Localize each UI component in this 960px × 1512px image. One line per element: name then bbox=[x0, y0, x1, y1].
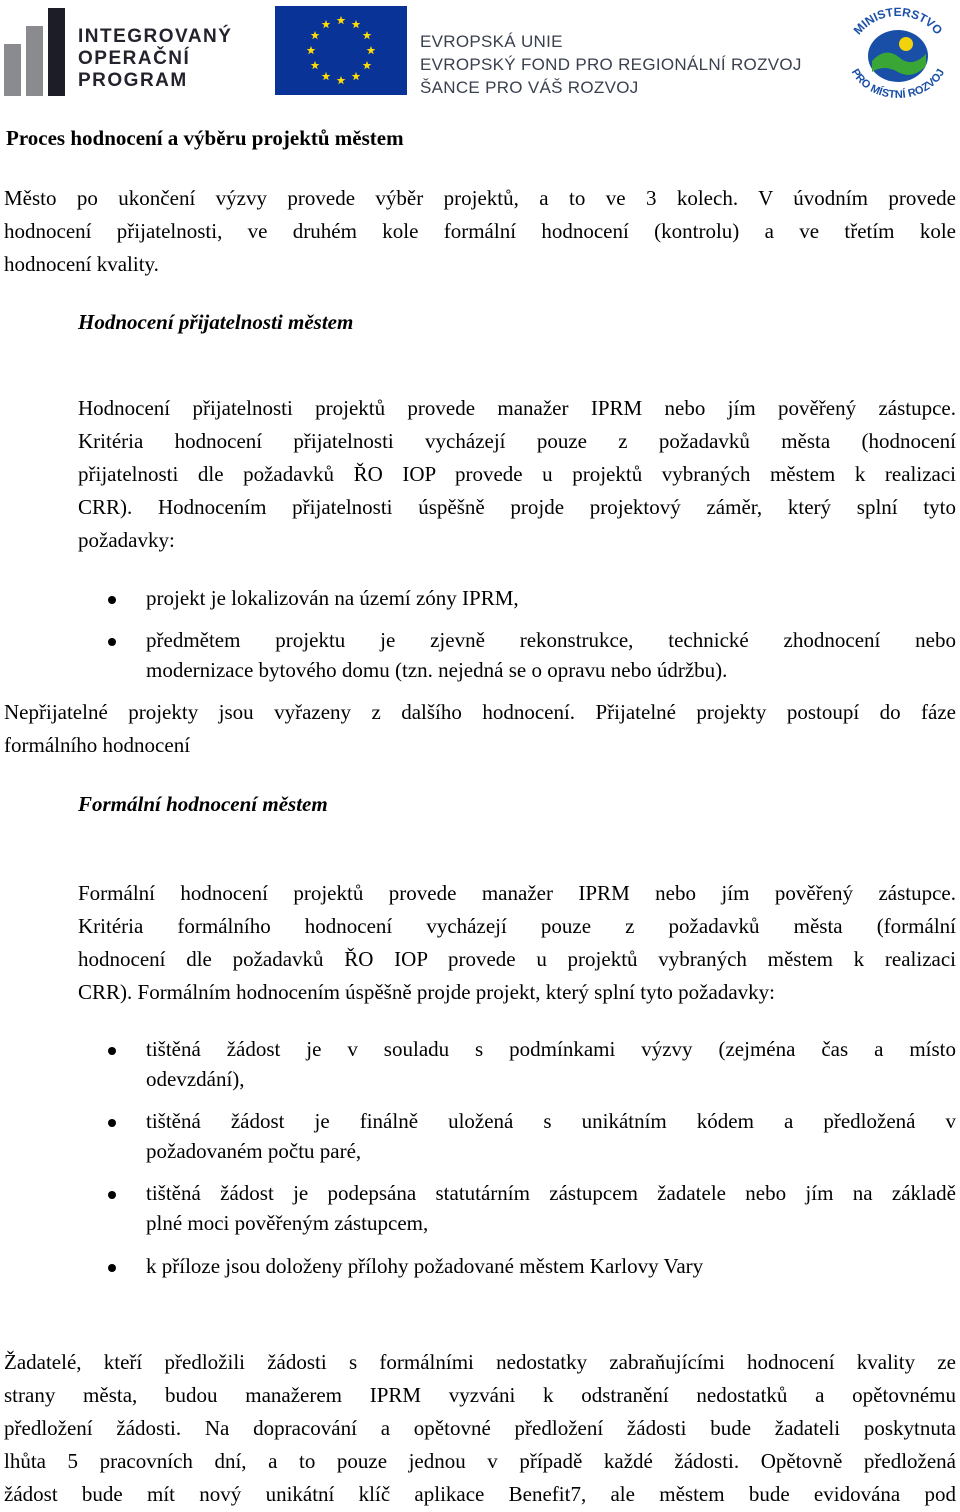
erdf-name: EVROPSKÝ FOND PRO REGIONÁLNÍ ROZVOJ bbox=[420, 55, 802, 74]
eu-slogan: ŠANCE PRO VÁŠ ROZVOJ bbox=[420, 78, 639, 97]
list-item: k příloze jsou doloženy přílohy požadované městem Karlovy Vary bbox=[146, 1254, 704, 1278]
section-heading-formal: Formální hodnocení městem bbox=[78, 792, 328, 816]
eu-text bbox=[420, 30, 802, 99]
eu-flag-icon bbox=[275, 6, 407, 95]
bullet-icon bbox=[108, 1191, 116, 1199]
section-heading-acceptability: Hodnocení přijatelnosti městem bbox=[78, 310, 354, 334]
list-item: projekt je lokalizován na území zóny IPRM, bbox=[146, 586, 519, 610]
iop-logo bbox=[4, 8, 244, 96]
svg-text:PRO MÍSTNÍ ROZVOJ: PRO MÍSTNÍ ROZVOJ bbox=[848, 66, 948, 98]
acceptability-result-paragraph: Nepřijatelné projekty jsou vyřazeny z dalšího hodnocení. Přijatelné projekty postoupí do fáze formálního hodnocení bbox=[4, 700, 956, 757]
bullet-icon bbox=[108, 1119, 116, 1127]
list-item: tištěná žádost je podepsána statutárním zástupcem žadatele nebo jím na základě plné moci pověřeným zástupcem, bbox=[146, 1181, 956, 1235]
list-item: předmětem projektu je zjevně rekonstrukce, technické zhodnocení nebo modernizace bytového domu (tzn. nejedná se o opravu nebo údržbu). bbox=[146, 628, 956, 682]
list-item: tištěná žádost je finálně uložená s unikátním kódem a předložená v požadovaném počtu paré, bbox=[146, 1109, 956, 1163]
list-item: tištěná žádost je v souladu s podmínkami výzvy (zejména čas a místo odevzdání), bbox=[146, 1037, 956, 1091]
eu-name: EVROPSKÁ UNIE bbox=[420, 32, 563, 51]
mmr-logo-icon bbox=[838, 6, 958, 98]
bullet-icon bbox=[108, 1047, 116, 1055]
page-title: Proces hodnocení a výběru projektů městem bbox=[6, 126, 404, 150]
bullet-icon bbox=[108, 596, 116, 604]
iop-logo-bars bbox=[4, 8, 66, 96]
acceptability-paragraph: Hodnocení přijatelnosti projektů provede manažer IPRM nebo jím pověřený zástupce. Kritéria hodnocení přijatelnosti vycházejí pouze z požadavků města (hodnocení přijatelnosti dle požadavků ŘO IOP provede u projektů vybraných městem k realizaci CRR). Hodnocením přijatelnosti úspěšně projde projektový záměr, který splní tyto požadavky: bbox=[78, 396, 956, 552]
intro-paragraph: Město po ukončení výzvy provede výběr projektů, a to ve 3 kolech. V úvodním provede hodnocení přijatelnosti, ve druhém kole formální hodnocení (kontrolu) a ve třetím kole hodnocení kvality. bbox=[4, 186, 956, 276]
formal-paragraph: Formální hodnocení projektů provede manažer IPRM nebo jím pověřený zástupce. Kritéria formálního hodnocení vycházejí pouze z požadavků města (formální hodnocení dle požadavků ŘO IOP provede u projektů vybraných městem k realizaci CRR). Formálním hodnocením úspěšně projde projekt, který splní tyto požadavky: bbox=[78, 881, 956, 1004]
closing-paragraph: Žadatelé, kteří předložili žádosti s formálními nedostatky zabraňujícími hodnocení kvality ze strany města, budou manažerem IPRM vyzváni k odstranění nedostatků a opětovnému předložení žádosti. Na dopracování a opětovné předložení žádosti bude žadateli poskytnuta lhůta 5 pracovních dní, a to pouze jednou v případě každé žádosti. Opětovně předložená žádost bude mít nový unikátní klíč aplikace Benefit7, ale městem bude evidována pod bbox=[4, 1350, 956, 1506]
svg-text:MINISTERSTVO: MINISTERSTVO bbox=[850, 6, 946, 38]
bullet-icon bbox=[108, 638, 116, 646]
bullet-icon bbox=[108, 1264, 116, 1272]
iop-logo-text: INTEGROVANÝ OPERAČNÍ PROGRAM bbox=[78, 26, 233, 91]
